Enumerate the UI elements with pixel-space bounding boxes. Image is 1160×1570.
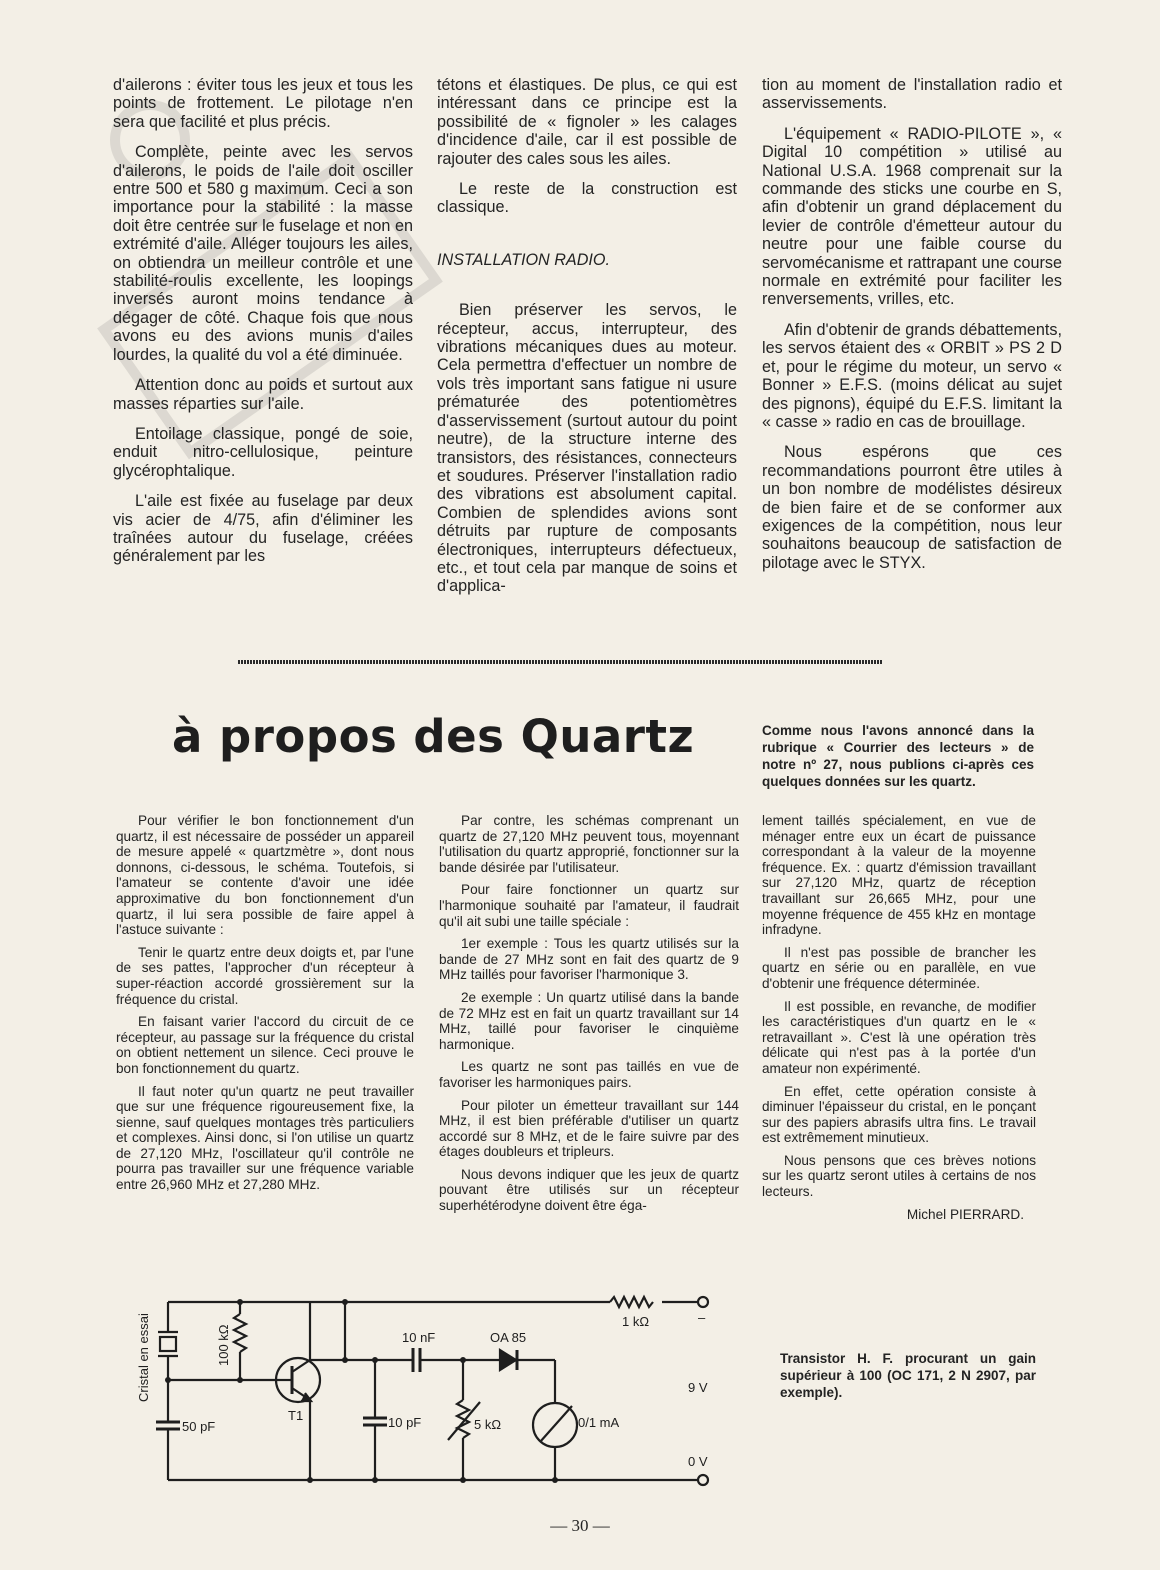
paragraph: Nous espérons que ces recommandations pourront être utiles à un bon nombre de modélistes désireux de bien faire et de se conformer aux exigences de la compétition, nous leur souhaitons beaucoup de satisfaction de pilotage avec le STYX.	[762, 443, 1062, 572]
label-10pf: 10 pF	[388, 1415, 422, 1430]
label-9v: 9 V	[688, 1380, 708, 1395]
author-signature: Michel PIERRARD.	[906, 1206, 1024, 1222]
paragraph: Pour faire fonctionner un quartz sur l'harmonique souhaité par l'amateur, il faudrait qu'il ait subi une taille spéciale :	[439, 882, 739, 929]
paragraph: d'ailerons : éviter tous les jeux et tous les points de frottement. Le pilotage n'en sera que facilité et plus précis.	[113, 76, 413, 131]
junction-dot	[552, 1477, 558, 1483]
label-10nf: 10 nF	[402, 1330, 436, 1345]
junction-dot	[372, 1477, 378, 1483]
top-column-2	[437, 76, 737, 608]
junction-dot	[460, 1477, 466, 1483]
paragraph: Entoilage classique, pongé de soie, enduit nitro-cellulosique, peinture glycérophtalique.	[113, 424, 413, 480]
label-oa85: OA 85	[490, 1330, 527, 1345]
paragraph: Il faut noter qu'un quartz ne peut travailler que sur une fréquence rigoureusement fixe, la sienne, sauf quelques montages très particuliers et complexes. Ainsi donc, si l'on utilise un quartz de 27,120 MHz, l'oscillateur qu'il contrôle ne pourra pas travailler sur une fréquence variable entre 26,960 MHz et 27,280 MHz.	[116, 1083, 414, 1193]
label-0v: 0 V	[688, 1454, 708, 1469]
label-100k: 100 kΩ	[216, 1324, 231, 1366]
section-heading: INSTALLATION RADIO.	[437, 250, 610, 269]
paragraph: Tenir le quartz entre deux doigts et, par l'une de ses pattes, l'approcher d'un récepteur à super-réaction accordé grossièrement sur la fréquence du cristal.	[116, 944, 414, 1007]
paragraph: En faisant varier l'accord du circuit de ce récepteur, au passage sur la fréquence du cristal on obtient nettement un silence. Ceci prouve le bon fonctionnement du quartz.	[116, 1014, 414, 1076]
diode-oa85	[500, 1350, 516, 1370]
label-crystal: Cristal en essai	[136, 1313, 151, 1402]
junction-dot	[165, 1377, 171, 1383]
paragraph: tétons et élastiques. De plus, ce qui est intéressant dans ce principe est la possibilité de « fignoler » les calages d'incidence d'aile, car il est possible de rajouter des cales sous les ailes.	[437, 76, 737, 168]
top-column-1	[113, 76, 413, 578]
transistor-collector	[292, 1360, 310, 1372]
label-1k: 1 kΩ	[622, 1314, 650, 1329]
terminal-ground	[698, 1475, 708, 1485]
junction-dot	[460, 1357, 466, 1363]
terminal-positive	[698, 1297, 708, 1307]
paragraph: L'équipement « RADIO-PILOTE », « Digital 10 compétition » utilisé au National U.S.A. 1968 comprenait sur la commande des sticks une courbe en S, afin d'obtenir un grand déplacement du levier de contrôle d'émetteur autour du neutre pour une faible course du servomécanisme et rattrapant une course normale en extrémité pour faciliter les renversements, vrilles, etc.	[762, 124, 1062, 309]
label-50pf: 50 pF	[182, 1419, 216, 1434]
label-5k: 5 kΩ	[474, 1417, 502, 1432]
article-title: à propos des Quartz	[172, 710, 695, 763]
junction-dot	[237, 1299, 243, 1305]
article-column-3	[762, 813, 1036, 1229]
paragraph: Afin d'obtenir de grands débattements, les servos étaient des « ORBIT » PS 2 D et, pour le régime du moteur, un servo « Bonner » E.F.S. (moins délicat au sujet des pignons), équipé du E.F.S. limitant la « casse » radio en cas de brouillage.	[762, 320, 1062, 431]
junction-dot	[342, 1357, 348, 1363]
paragraph: Attention donc au poids et surtout aux masses réparties sur l'aile.	[113, 376, 413, 413]
paragraph: tion au moment de l'installation radio et asservissements.	[762, 76, 1062, 113]
resistor-100k	[234, 1314, 246, 1352]
article-column-2	[439, 813, 739, 1221]
paragraph: Bien préserver les servos, le récepteur, accus, interrupteur, des vibrations mécaniques dues au moteur. Cela permettra d'effectuer un nombre de vols très important sans fatigue ni usure prématurée des potentiomètres d'asservissement (surtout autour du point neutre), de la structure interne des transistors, des résistances, connecteurs et soudures. Préserver l'installation radio des vibrations est absolument capital. Combien de splendides avions sont détruits par rupture de composants électroniques, interrupteurs défectueux, etc., et tout cela par manque de soins et d'applica-	[437, 301, 737, 596]
paragraph: Pour vérifier le bon fonctionnement d'un quartz, il est nécessaire de posséder un appareil de mesure appelé « quartzmètre », dont nous donnons, ci-dessous, le schéma. Toutefois, si l'amateur se contente d'avoir une idée approximative du bon fonctionnement d'un quartz, il lui sera possible de faire appel à l'astuce suivante :	[116, 813, 414, 938]
quartz-meter-schematic	[130, 1290, 730, 1495]
meter-needle	[540, 1406, 572, 1442]
paragraph: Pour piloter un émetteur travaillant sur 144 MHz, il est bien préférable d'utiliser un quartz accordé sur 8 MHz, et de le faire suivre par des étages doubleurs et tripleurs.	[439, 1097, 739, 1160]
label-minus: –	[698, 1310, 706, 1325]
junction-dot	[237, 1377, 243, 1383]
paragraph: Le reste de la construction est classique.	[437, 180, 737, 217]
schematic-caption: Transistor H. F. procurant un gain supérieur à 100 (OC 171, 2 N 2907, par exemple).	[780, 1351, 1036, 1400]
paragraph: 2e exemple : Un quartz utilisé dans la bande de 72 MHz est en fait un quartz travaillant sur 14 MHz, taillé pour favoriser le cinquième harmonique.	[439, 989, 739, 1052]
paragraph: Complète, peinte avec les servos d'ailerons, le poids de l'aile doit osciller entre 500 et 580 g maximum. Ceci a son importance pour la stabilité : la masse doit être centrée sur le fuselage et non en extrémité d'aile. Alléger toujours les ailes, on obtiendra un meilleur contrôle et une stabilité-roulis excellente, les loopings inversés auront moins tendance à dégager de côté. Chaque fois que nous avons eu des avions munis d'ailes lourdes, la qualité du vol a été diminuée.	[113, 143, 413, 364]
paragraph: Nous devons indiquer que les jeux de quartz pouvant être utilisés sur un récepteur superhétérodyne doivent être éga-	[439, 1166, 739, 1214]
crystal-symbol	[160, 1337, 176, 1351]
junction-dot	[307, 1477, 313, 1483]
junction-dot	[372, 1357, 378, 1363]
paragraph: Il n'est pas possible de brancher les quartz en série ou en parallèle, en vue d'obtenir une fréquence déterminée.	[762, 944, 1036, 991]
paragraph: En effet, cette opération consiste à diminuer l'épaisseur du cristal, en le ponçant sur des papiers abrasifs ultra fins. Le travail est extrêmement minutieux.	[762, 1083, 1036, 1146]
label-transistor: T1	[288, 1408, 304, 1423]
label-meter: 0/1 mA	[578, 1415, 620, 1430]
article-column-1	[116, 813, 414, 1200]
article-intro: Comme nous l'avons annoncé dans la rubrique « Courrier des lecteurs » de notre nº 27, nous publions ci-après ces quelques données sur les quartz.	[762, 723, 1034, 789]
paragraph: Nous pensons que ces brèves notions sur les quartz seront utiles à certains de nos lecteurs.	[762, 1152, 1036, 1200]
paragraph: Les quartz ne sont pas taillés en vue de favoriser les harmoniques pairs.	[439, 1059, 739, 1090]
paragraph: Par contre, les schémas comprenant un quartz de 27,120 MHz peuvent tous, moyennant l'utilisation du quartz approprié, fonctionner sur la bande désirée par l'utilisateur.	[439, 813, 739, 875]
page-number: — 30 —	[550, 1516, 610, 1535]
paragraph: L'aile est fixée au fuselage par deux vis acier de 4/75, afin d'éliminer les traînées autour du fuselage, créées généralement par les	[113, 492, 413, 566]
potentiometer-5k	[457, 1400, 469, 1438]
paragraph: Il est possible, en revanche, de modifier les caractéristiques d'un quartz en le « retravaillant ». C'est là une opération très délicate qui n'est pas à la portée d'un amateur non expérimenté.	[762, 998, 1036, 1076]
paragraph: 1er exemple : Tous les quartz utilisés sur la bande de 27 MHz sont en fait des quartz de 9 MHz taillés pour favoriser l'harmonique 3.	[439, 936, 739, 983]
top-column-3	[762, 76, 1062, 584]
junction-dot	[342, 1299, 348, 1305]
resistor-1k	[610, 1297, 653, 1307]
paragraph: lement taillés spécialement, en vue de ménager entre eux un écart de puissance correspondant à la valeur de la moyenne fréquence. Ex. : quartz d'émission travaillant sur 27,120 MHz, quartz de réception travaillant sur 26,665 MHz, pour une moyenne fréquence de 455 kHz en montage infradyne.	[762, 813, 1036, 938]
dotted-separator	[238, 660, 883, 664]
